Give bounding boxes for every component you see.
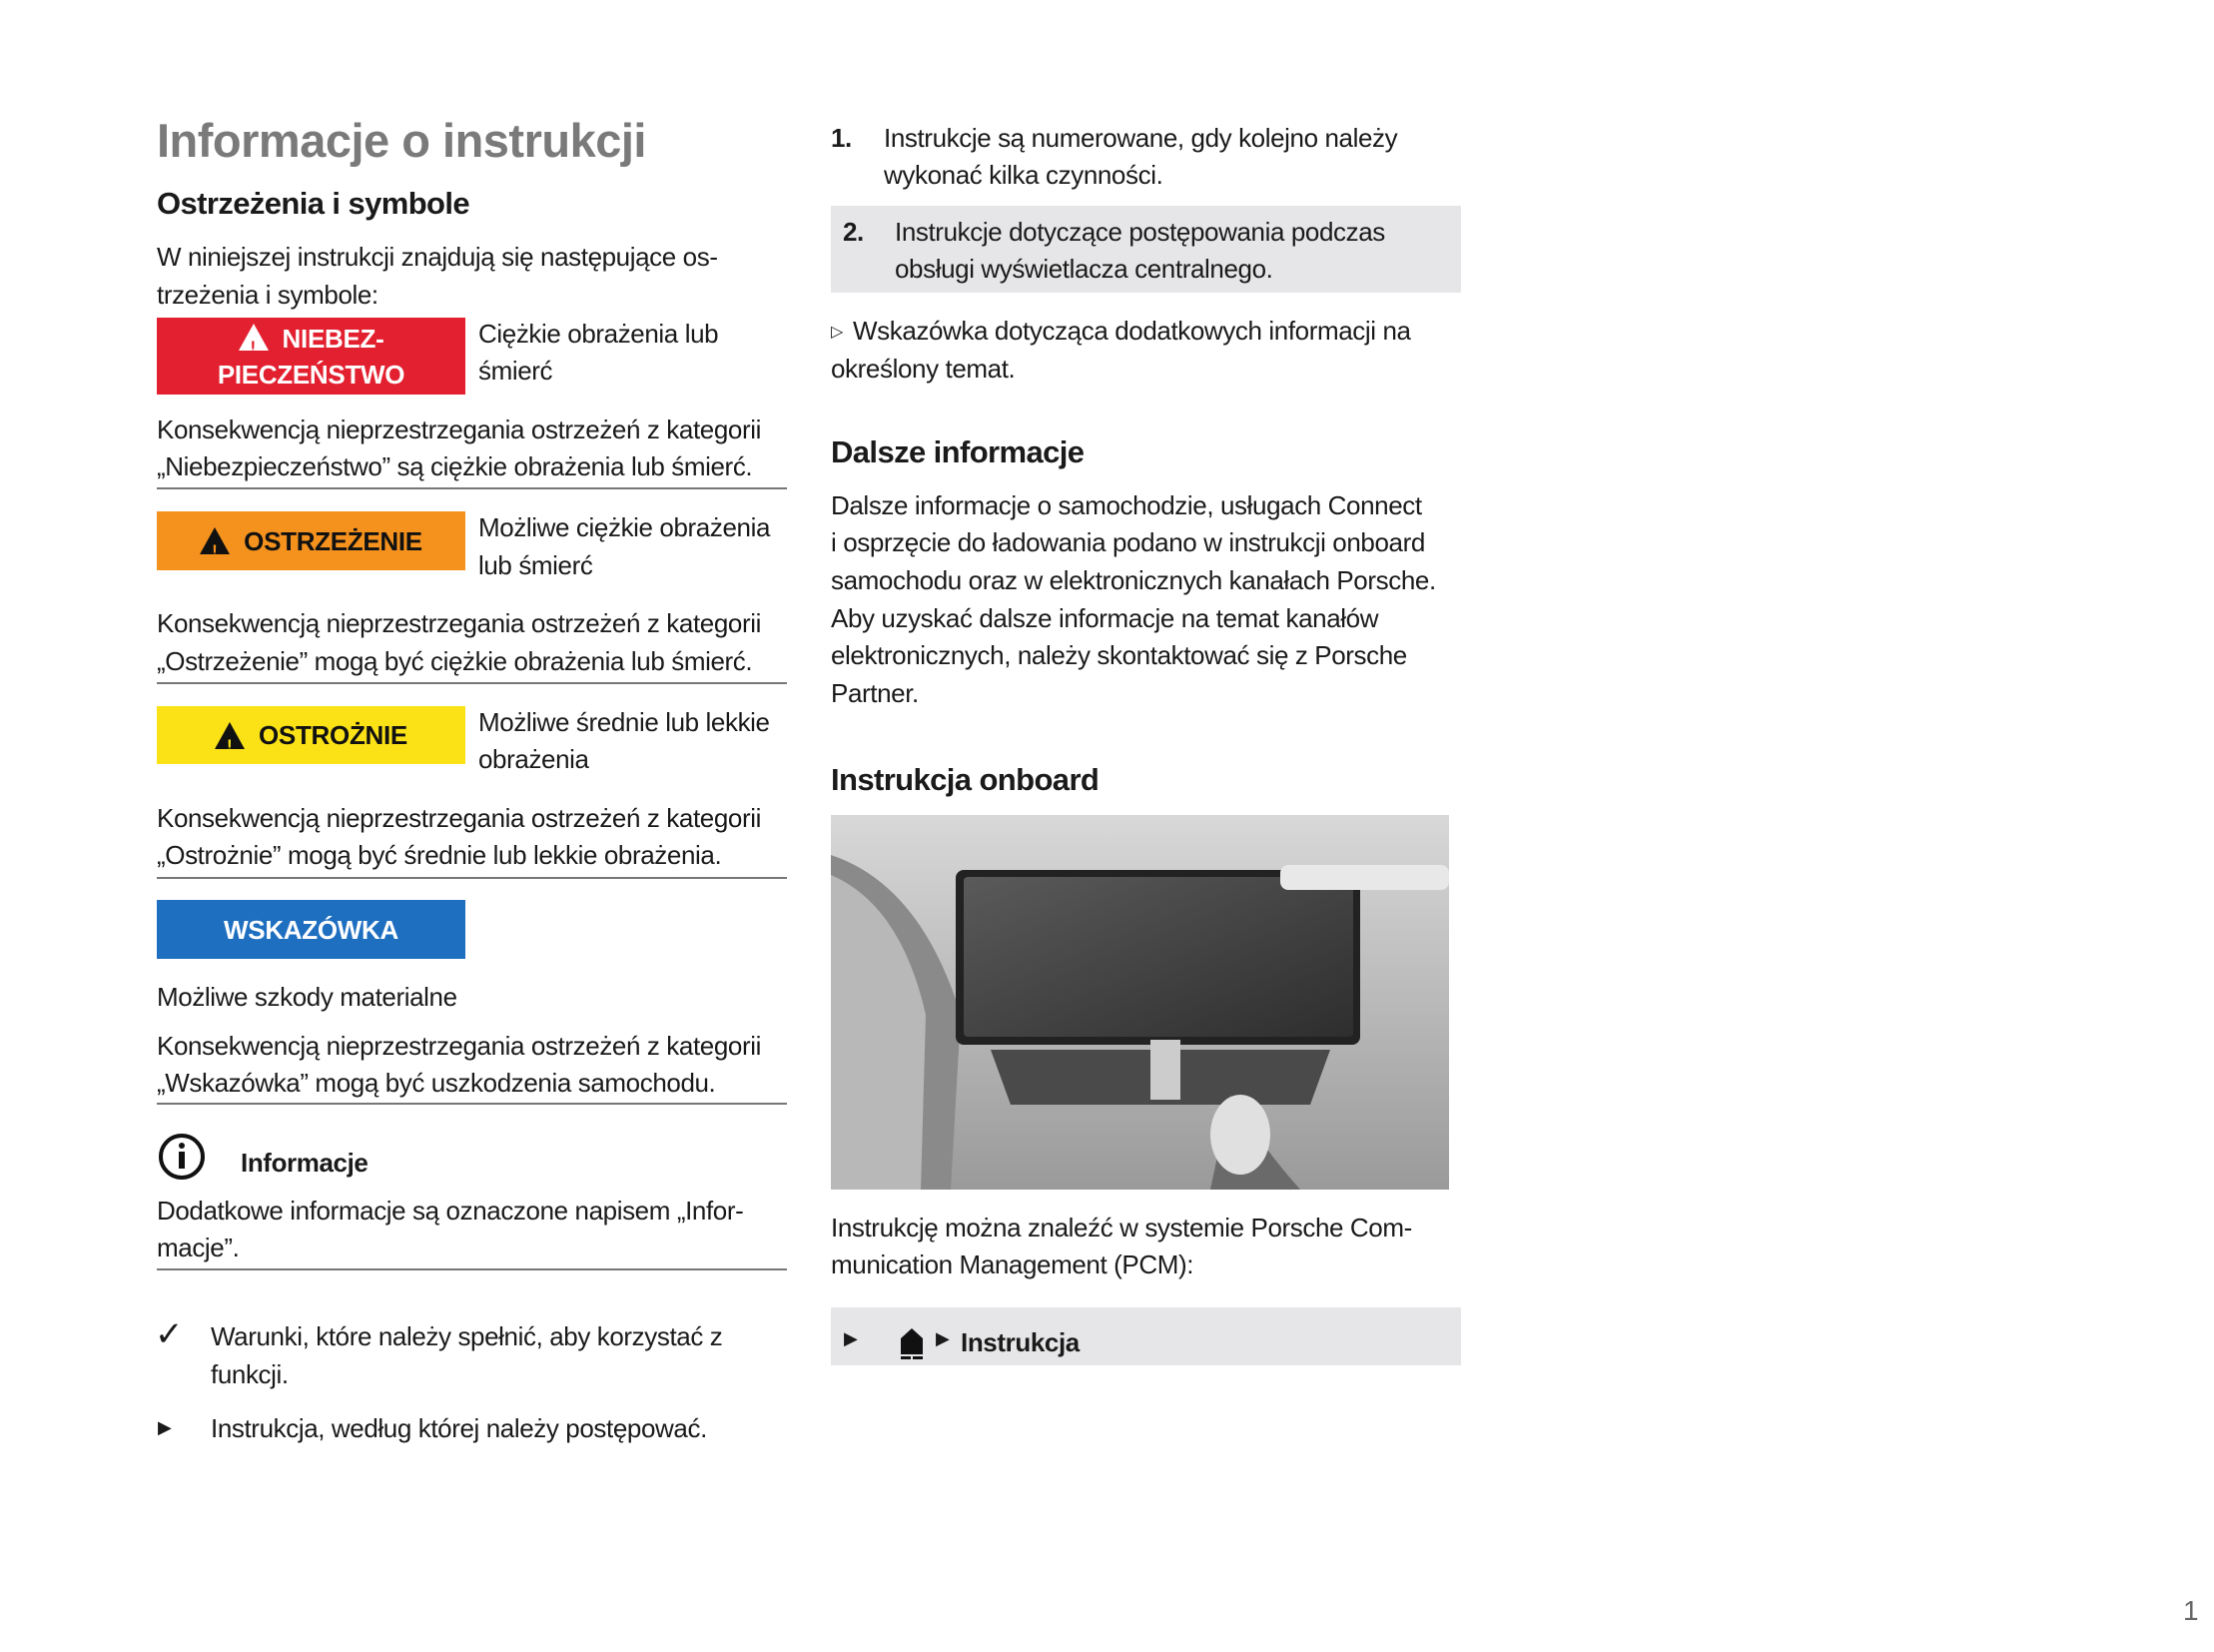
section-title-onboard: Instrukcja onboard xyxy=(831,762,1100,797)
info-icon xyxy=(157,1132,207,1182)
further-text: Dalsze informacje o samochodzie, usługach Connect xyxy=(831,490,1422,520)
danger-desc: śmierć xyxy=(478,356,553,386)
hint-text: Wskazówka dotycząca dodatkowych informacji na xyxy=(853,316,1411,346)
caution-para: Konsekwencją nieprzestrzegania ostrzeżeń z kategorii xyxy=(157,803,761,833)
divider xyxy=(157,1268,787,1270)
further-text: samochodu oraz w elektronicznych kanałach Porsche. xyxy=(831,565,1436,595)
further-text: Partner. xyxy=(831,678,919,708)
info-para: Dodatkowe informacje są oznaczone napisem „Infor- xyxy=(157,1196,744,1226)
divider xyxy=(157,877,787,879)
warning-triangle-icon xyxy=(200,527,230,554)
step-text: Instrukcja, według której należy postępować. xyxy=(211,1413,707,1443)
caption-text: munication Management (PCM): xyxy=(831,1249,1194,1279)
caution-badge: ! OSTROŻNIE xyxy=(157,706,465,764)
section-title-warnings: Ostrzeżenia i symbole xyxy=(157,186,470,221)
danger-para: „Niebezpieczeństwo” są ciężkie obrażenia lub śmierć. xyxy=(157,451,753,481)
warning-badge: ! OSTRZEŻENIE xyxy=(157,511,465,570)
warning-desc: Możliwe ciężkie obrażenia xyxy=(478,512,771,542)
list-item-text: Instrukcje dotyczące postępowania podczas xyxy=(895,217,1385,247)
menu-path-box xyxy=(831,1307,1461,1365)
warning-triangle-icon xyxy=(215,722,245,749)
warning-para: Konsekwencją nieprzestrzegania ostrzeżeń z kategorii xyxy=(157,608,761,638)
intro-line: W niniejszej instrukcji znajdują się następujące os- xyxy=(157,242,718,272)
page-number: 1 xyxy=(2183,1595,2199,1626)
notice-desc: Możliwe szkody materialne xyxy=(157,982,457,1012)
notice-para: „Wskazówka” mogą być uszkodzenia samochodu. xyxy=(157,1068,716,1098)
step-arrow-icon: ▶ xyxy=(936,1328,950,1348)
list-number: 2. xyxy=(843,217,864,247)
danger-desc: Ciężkie obrażenia lub xyxy=(478,319,719,349)
hint-text: określony temat. xyxy=(831,354,1016,384)
caution-desc: obrażenia xyxy=(478,744,589,774)
intro-line: trzeżenia i symbole: xyxy=(157,280,378,310)
warning-desc: lub śmierć xyxy=(478,550,593,580)
warning-para: „Ostrzeżenie” mogą być ciężkie obrażenia lub śmierć. xyxy=(157,646,753,676)
divider xyxy=(157,487,787,489)
menu-path-label: Instrukcja xyxy=(961,1327,1080,1357)
list-item-text: wykonać kilka czynności. xyxy=(884,160,1163,190)
step-arrow-icon: ▶ xyxy=(158,1417,172,1437)
list-item-text: Instrukcje są numerowane, gdy kolejno należy xyxy=(884,123,1398,153)
list-item-text: obsługi wyświetlacza centralnego. xyxy=(895,254,1273,284)
further-text: i osprzęcie do ładowania podano w instrukcji onboard xyxy=(831,527,1425,557)
checkmark-icon: ✓ xyxy=(155,1315,184,1353)
danger-badge: !NIEBEZ- PIECZEŃSTWO xyxy=(157,318,465,395)
caption-text: Instrukcję można znaleźć w systemie Porsche Com- xyxy=(831,1213,1412,1242)
warning-triangle-icon xyxy=(239,324,269,351)
caution-para: „Ostrożnie” mogą być średnie lub lekkie obrażenia. xyxy=(157,840,722,870)
dashboard-image xyxy=(831,815,1449,1190)
step-arrow-icon: ▶ xyxy=(844,1328,858,1348)
page-title: Informacje o instrukcji xyxy=(157,114,646,167)
notice-badge: WSKAZÓWKA xyxy=(157,900,465,959)
further-text: elektronicznych, należy skontaktować się z Porsche xyxy=(831,640,1407,670)
hint-triangle-icon: ▷ xyxy=(831,324,843,341)
condition-text: funkcji. xyxy=(211,1359,289,1389)
section-title-further: Dalsze informacje xyxy=(831,434,1085,469)
info-label: Informacje xyxy=(241,1148,369,1178)
info-para: macje”. xyxy=(157,1233,240,1262)
list-number: 1. xyxy=(831,123,852,153)
condition-text: Warunki, które należy spełnić, aby korzystać z xyxy=(211,1321,723,1351)
notice-para: Konsekwencją nieprzestrzegania ostrzeżeń z kategorii xyxy=(157,1031,761,1061)
home-icon xyxy=(899,1326,925,1360)
further-text: Aby uzyskać dalsze informacje na temat kanałów xyxy=(831,603,1379,633)
danger-para: Konsekwencją nieprzestrzegania ostrzeżeń z kategorii xyxy=(157,414,761,444)
divider xyxy=(157,1103,787,1105)
caution-desc: Możliwe średnie lub lekkie xyxy=(478,707,770,737)
divider xyxy=(157,682,787,684)
